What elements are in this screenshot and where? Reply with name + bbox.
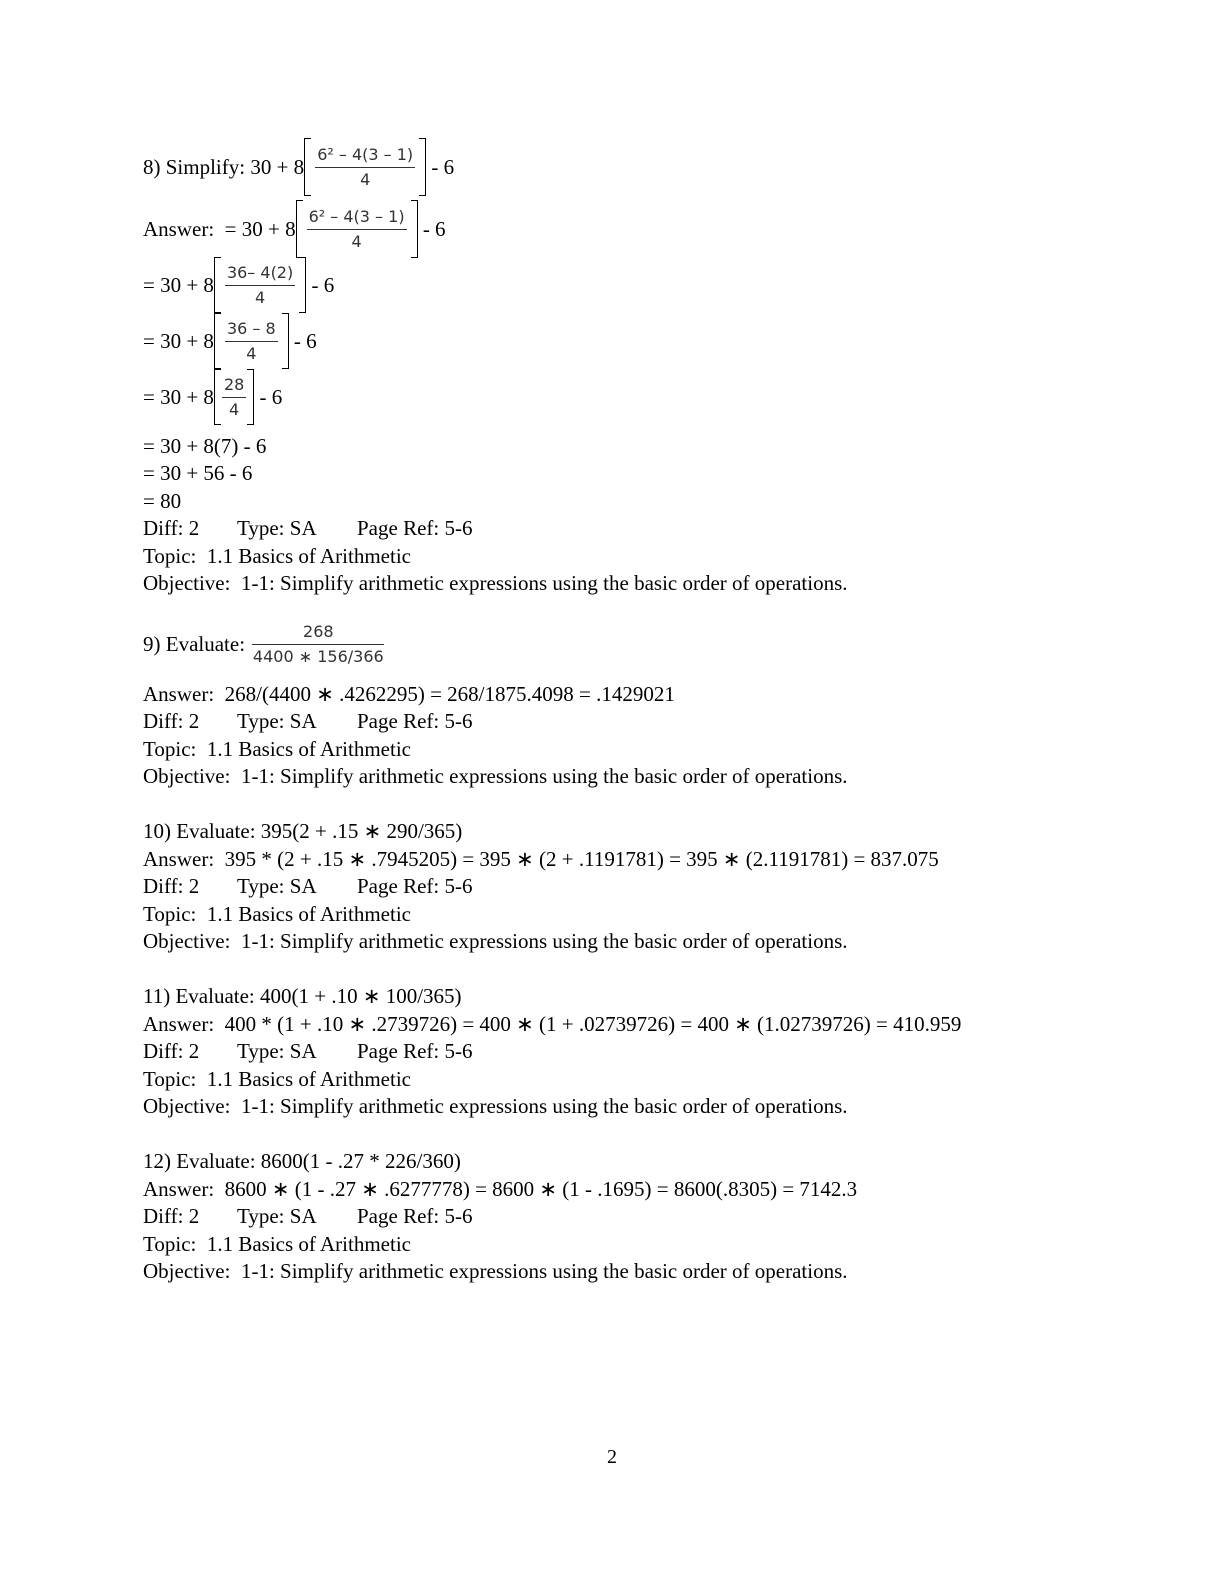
q8-step3-tail: - 6	[254, 384, 283, 409]
q9-prompt-line	[143, 612, 386, 676]
q12-objective: Objective: 1-1: Simplify arithmetic expressions using the basic order of operations.	[143, 1259, 848, 1283]
q10-type: Type: SA	[237, 874, 317, 898]
right-bracket	[411, 200, 418, 258]
q9-pageref: Page Ref: 5-6	[357, 709, 473, 733]
q10-meta	[143, 873, 472, 901]
q8-step3-line	[143, 362, 282, 432]
q10-diff: Diff: 2	[143, 874, 200, 898]
q11-prompt: 11) Evaluate: 400(1 + .10 ∗ 100/365)	[143, 984, 462, 1008]
q8-answer-prefix: Answer: = 30 + 8	[143, 216, 296, 241]
fraction-denominator: 4	[229, 399, 240, 419]
left-bracket	[304, 138, 311, 196]
left-bracket	[214, 257, 221, 313]
fraction-numerator: 36 – 8	[225, 319, 278, 342]
q10-objective: Objective: 1-1: Simplify arithmetic expressions using the basic order of operations.	[143, 929, 848, 953]
q9-diff: Diff: 2	[143, 709, 200, 733]
fraction-numerator: 28	[222, 375, 246, 398]
q8-step2-bracket	[214, 313, 289, 369]
q12-topic: Topic: 1.1 Basics of Arithmetic	[143, 1232, 411, 1256]
fraction-numerator: 6² – 4(3 – 1)	[315, 145, 415, 168]
q8-tail: - 6	[426, 154, 455, 179]
q8-step3-prefix: = 30 + 8	[143, 384, 214, 409]
right-bracket	[419, 138, 426, 196]
q8-answer-fraction	[303, 207, 411, 252]
q12-pageref: Page Ref: 5-6	[357, 1204, 473, 1228]
q11-topic: Topic: 1.1 Basics of Arithmetic	[143, 1067, 411, 1091]
q10-answer: Answer: 395 * (2 + .15 ∗ .7945205) = 395 ∗ (2 + .1191781) = 395 ∗ (2.1191781) = 837.075	[143, 847, 939, 871]
q8-step3-fraction	[221, 375, 247, 420]
page-number: 2	[607, 1446, 617, 1468]
q8-step1-prefix: = 30 + 8	[143, 272, 214, 297]
fraction-numerator: 36– 4(2)	[225, 263, 295, 286]
q8-step1-fraction	[221, 263, 299, 308]
right-bracket	[299, 257, 306, 313]
q8-bracket-expression	[304, 138, 426, 196]
q10-prompt: 10) Evaluate: 395(2 + .15 ∗ 290/365)	[143, 819, 463, 843]
q12-prompt: 12) Evaluate: 8600(1 - .27 * 226/360)	[143, 1149, 461, 1173]
fraction-denominator: 4	[360, 169, 371, 189]
fraction-numerator: 6² – 4(3 – 1)	[307, 207, 407, 230]
q11-diff: Diff: 2	[143, 1039, 200, 1063]
q8-line4: = 30 + 8(7) - 6	[143, 434, 267, 458]
q8-line6: = 80	[143, 489, 182, 513]
q9-fraction	[250, 622, 386, 667]
q12-type: Type: SA	[237, 1204, 317, 1228]
q11-pageref: Page Ref: 5-6	[357, 1039, 473, 1063]
q8-type: Type: SA	[237, 516, 317, 540]
left-bracket	[214, 313, 221, 369]
q8-step2-fraction	[221, 319, 282, 364]
fraction-numerator: 268	[252, 622, 384, 645]
q10-topic: Topic: 1.1 Basics of Arithmetic	[143, 902, 411, 926]
q11-answer: Answer: 400 * (1 + .10 ∗ .2739726) = 400 ∗ (1 + .02739726) = 400 ∗ (1.02739726) = 410.959	[143, 1012, 962, 1036]
fraction-denominator: 4	[246, 343, 257, 363]
q8-prompt-line	[143, 132, 454, 202]
q8-answer-tail: - 6	[417, 216, 446, 241]
q8-step1-tail: - 6	[306, 272, 335, 297]
q8-prompt: 8) Simplify: 30 + 8	[143, 154, 305, 179]
q10-pageref: Page Ref: 5-6	[357, 874, 473, 898]
q12-meta	[143, 1203, 472, 1231]
left-bracket	[214, 369, 221, 425]
q9-prompt: 9) Evaluate:	[143, 631, 251, 656]
q9-answer: Answer: 268/(4400 ∗ .4262295) = 268/1875.4098 = .1429021	[143, 682, 675, 706]
q9-objective: Objective: 1-1: Simplify arithmetic expressions using the basic order of operations.	[143, 764, 848, 788]
q11-objective: Objective: 1-1: Simplify arithmetic expressions using the basic order of operations.	[143, 1094, 848, 1118]
q11-type: Type: SA	[237, 1039, 317, 1063]
q11-meta	[143, 1038, 472, 1066]
q9-meta	[143, 708, 472, 736]
q8-fraction	[311, 145, 419, 190]
q8-step3-bracket	[214, 369, 254, 425]
q8-diff: Diff: 2	[143, 516, 200, 540]
right-bracket	[282, 313, 289, 369]
q9-type: Type: SA	[237, 709, 317, 733]
q8-step2-tail: - 6	[288, 328, 317, 353]
q8-step2-prefix: = 30 + 8	[143, 328, 214, 353]
fraction-denominator: 4	[254, 287, 266, 307]
q8-line5: = 30 + 56 - 6	[143, 461, 253, 485]
q12-answer: Answer: 8600 ∗ (1 - .27 ∗ .6277778) = 8600 ∗ (1 - .1695) = 8600(.8305) = 7142.3	[143, 1177, 858, 1201]
fraction-denominator: 4	[351, 231, 362, 251]
q8-step1-bracket	[214, 257, 306, 313]
q8-topic: Topic: 1.1 Basics of Arithmetic	[143, 544, 411, 568]
q9-topic: Topic: 1.1 Basics of Arithmetic	[143, 737, 411, 761]
q8-meta	[143, 515, 472, 543]
q8-objective: Objective: 1-1: Simplify arithmetic expressions using the basic order of operations.	[143, 571, 848, 595]
right-bracket	[247, 369, 254, 425]
q8-pageref: Page Ref: 5-6	[357, 516, 473, 540]
q12-diff: Diff: 2	[143, 1204, 200, 1228]
fraction-denominator: 4400 ∗ 156/366	[252, 646, 384, 666]
